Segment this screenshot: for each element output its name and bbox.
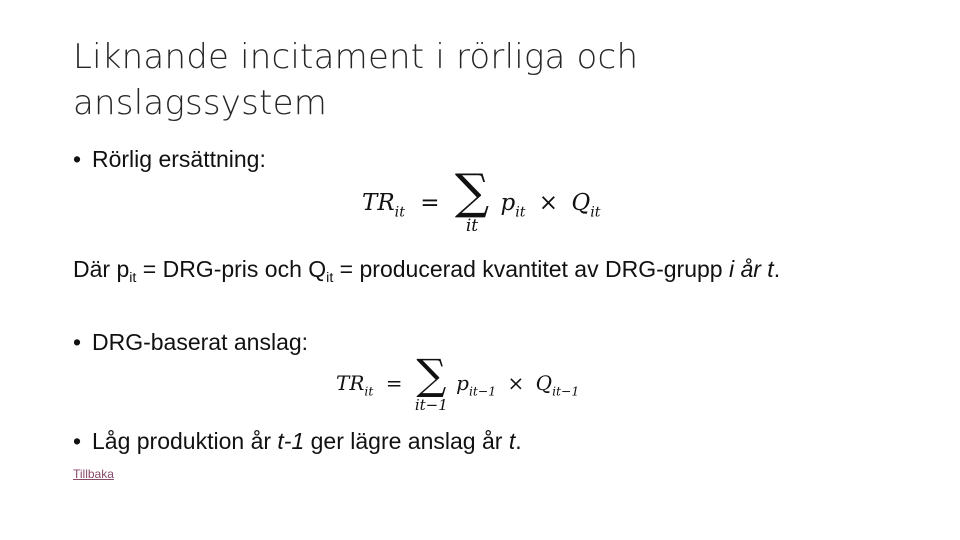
formula-q — [571, 189, 601, 220]
desc-part1: Där p — [73, 256, 130, 282]
bullet-label: Rörlig ersättning: — [92, 146, 266, 172]
formula-lhs — [336, 371, 374, 399]
formula-rorlig — [362, 164, 601, 236]
p-symbol: p — [500, 189, 516, 216]
formula-anslag — [336, 350, 580, 414]
p-sub: it−1 — [468, 383, 497, 399]
desc-part2: = DRG-pris och Q — [136, 256, 327, 282]
equals-sign: = — [385, 371, 403, 395]
times-sign: × — [538, 189, 559, 216]
bullet-dot: • — [73, 428, 82, 454]
q-sub: it−1 — [552, 383, 580, 399]
summation — [454, 164, 490, 236]
lhs-symbol: TR — [336, 371, 365, 395]
sigma-symbol: ∑ — [416, 350, 447, 399]
bullet3-italic1: t-1 — [277, 428, 305, 454]
lhs-sub: it — [364, 383, 374, 399]
bullet-lag-produktion — [73, 428, 522, 455]
q-symbol: Q — [535, 371, 553, 395]
summation — [414, 350, 448, 414]
slide-title: Liknande incitament i rörliga och anslagssystem — [73, 37, 639, 123]
desc-part4: . — [773, 256, 781, 282]
sigma-sub: it — [465, 216, 479, 236]
sigma-sub: it−1 — [414, 396, 448, 414]
q-symbol: Q — [571, 189, 591, 216]
formula-q — [535, 371, 580, 399]
lhs-symbol: TR — [362, 189, 395, 216]
bullet-label: DRG-baserat anslag: — [92, 329, 309, 355]
bullet3-part3: . — [515, 428, 522, 454]
sigma-symbol: ∑ — [454, 164, 490, 220]
bullet-rorlig-ersattning — [73, 146, 266, 173]
description-line — [73, 256, 780, 286]
formula-p — [500, 189, 526, 220]
desc-sub2: it — [326, 269, 334, 286]
bullet3-part1: Låg produktion år — [92, 428, 278, 454]
bullet-drg-anslag — [73, 329, 308, 356]
desc-italic: i år t — [728, 256, 774, 282]
desc-sub1: it — [129, 269, 137, 286]
bullet3-part2: ger lägre anslag år — [304, 428, 509, 454]
p-sub: it — [515, 203, 526, 220]
formula-p — [456, 371, 497, 399]
p-symbol: p — [456, 371, 469, 395]
bullet3-italic2: t — [508, 428, 516, 454]
bullet-dot: • — [73, 329, 82, 355]
bullet-dot: • — [73, 146, 82, 172]
formula-lhs — [362, 189, 405, 220]
times-sign: × — [507, 371, 525, 395]
lhs-sub: it — [394, 203, 405, 220]
back-link[interactable]: Tillbaka — [73, 467, 114, 481]
desc-part3: = producerad kvantitet av DRG-grupp — [333, 256, 729, 282]
equals-sign: = — [420, 189, 440, 216]
q-sub: it — [590, 203, 601, 220]
